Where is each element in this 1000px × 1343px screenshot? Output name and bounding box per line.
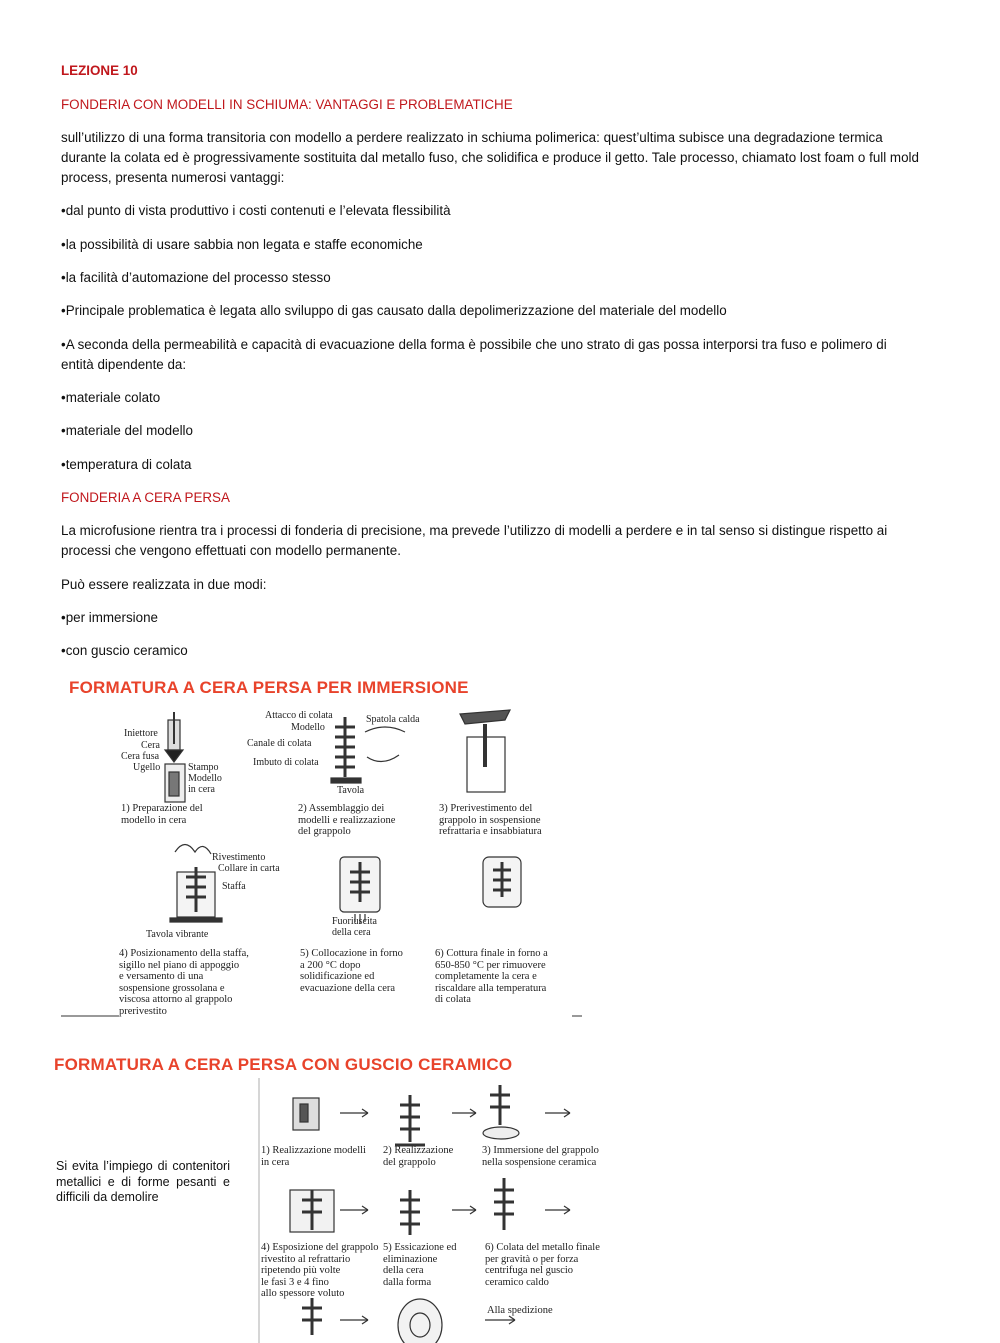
list-item: •materiale colato: [61, 390, 161, 405]
step-caption: 3) Immersione del grappolo nella sospensione ceramica: [482, 1145, 599, 1168]
step-caption: 5) Essicazione ed eliminazione della cera dalla forma: [383, 1242, 457, 1288]
label-collare: Collare in carta: [218, 863, 280, 874]
label-modello: Modello: [291, 722, 325, 733]
section2-modes-intro: Può essere realizzata in due modi:: [61, 577, 267, 592]
list-item: •la facilità d’automazione del processo stesso: [61, 270, 331, 285]
figure-immersion: [55, 672, 585, 1022]
step-caption: 6) Cottura finale in forno a 650-850 °C per rimuovere completamente la cera e riscaldare alla temperatura di colata: [435, 948, 548, 1005]
label-iniettore: Iniettore: [124, 728, 158, 739]
label-cera-fusa: Cera fusa: [121, 751, 160, 762]
label-spatola: Spatola calda: [366, 714, 420, 725]
list-item: •dal punto di vista produttivo i costi contenuti e l’elevata flessibilità: [61, 203, 451, 218]
label-tavola-vibrante: Tavola vibrante: [146, 929, 209, 940]
step-caption: 1) Realizzazione modelli in cera: [261, 1145, 366, 1168]
label-staffa: Staffa: [222, 881, 246, 892]
list-item: •per immersione: [61, 610, 158, 625]
step-caption: 4) Esposizione del grappolo rivestito al refrattario ripetendo più volte le fasi 3 e 4 fino allo spessore voluto: [261, 1242, 379, 1299]
list-item: •materiale del modello: [61, 423, 193, 438]
list-item: •con guscio ceramico: [61, 643, 188, 658]
label-attacco: Attacco di colata: [265, 710, 333, 721]
step-caption: 6) Colata del metallo finale per gravità o per forza centrifuga nel guscio ceramico caldo: [485, 1242, 600, 1288]
lesson-heading: LEZIONE 10: [61, 63, 138, 78]
label-tavola: Tavola: [337, 785, 365, 796]
label-cera: Cera: [141, 740, 160, 751]
step-caption: 4) Posizionamento della staffa, sigillo nel piano di appoggio e versamento di una sospensione grossolana e viscosa attorno al grappolo prerivestito: [119, 948, 249, 1017]
figure-title: FORMATURA A CERA PERSA PER IMMERSIONE: [69, 678, 469, 697]
label-ugello: Ugello: [133, 762, 161, 773]
list-item: •Principale problematica è legata allo sviluppo di gas causato dalla depolimerizzazione del materiale del modello: [61, 303, 727, 318]
shipping-label: Alla spedizione: [487, 1305, 553, 1316]
section1-title: FONDERIA CON MODELLI IN SCHIUMA: VANTAGGI E PROBLEMATICHE: [61, 97, 513, 112]
figure-title: FORMATURA A CERA PERSA CON GUSCIO CERAMICO: [54, 1055, 513, 1074]
label-imbuto: Imbuto di colata: [253, 757, 319, 768]
section2-intro: La microfusione rientra tra i processi di fonderia di precisione, ma prevede l’utilizzo di modelli a perdere e in tal senso si distingue rispetto ai processi che vengono effettuati con modello permanente.: [61, 523, 888, 558]
step-caption: 5) Collocazione in forno a 200 °C dopo solidificazione ed evacuazione della cera: [300, 948, 403, 994]
label-rivestimento: Rivestimento: [212, 852, 266, 863]
list-item: •temperatura di colata: [61, 457, 192, 472]
step-caption: 3) Prerivestimento del grappolo in sospensione refrattaria e insabbiatura: [439, 803, 542, 837]
section1-intro: sull’utilizzo di una forma transitoria con modello a perdere realizzato in schiuma polimerica: quest’ultima subisce una degradazione termica durante la colata ed è progressivamente sostituita dal metallo fuso, che solidifica e produce il getto. Tale processo, chiamato lost foam o full mold process, presenta numerosi vantaggi:: [61, 130, 919, 185]
step-caption: 2) Assemblaggio dei modelli e realizzazione del grappolo: [298, 803, 396, 837]
figure-ceramic-shell: [50, 1050, 610, 1343]
step-caption: 2) Realizzazione del grappolo: [383, 1145, 454, 1168]
label-stampo: Stampo: [188, 762, 219, 773]
label-canale: Canale di colata: [247, 738, 312, 749]
list-item: •A seconda della permeabilità e capacità di evacuazione della forma è possibile che uno strato di gas possa interporsi tra fuso e polimero di entità dipendente da:: [61, 337, 887, 372]
section2-title: FONDERIA A CERA PERSA: [61, 490, 230, 505]
side-note: Si evita l’impiego di contenitori metallici e di forme pesanti e difficili da demolire: [56, 1159, 230, 1204]
step-caption: 1) Preparazione del modello in cera: [121, 803, 203, 826]
list-item: •la possibilità di usare sabbia non legata e staffe economiche: [61, 237, 423, 252]
label-fuoriuscita: Fuoriuscita della cera: [332, 916, 377, 938]
label-modello-cera: Modello in cera: [188, 773, 222, 795]
